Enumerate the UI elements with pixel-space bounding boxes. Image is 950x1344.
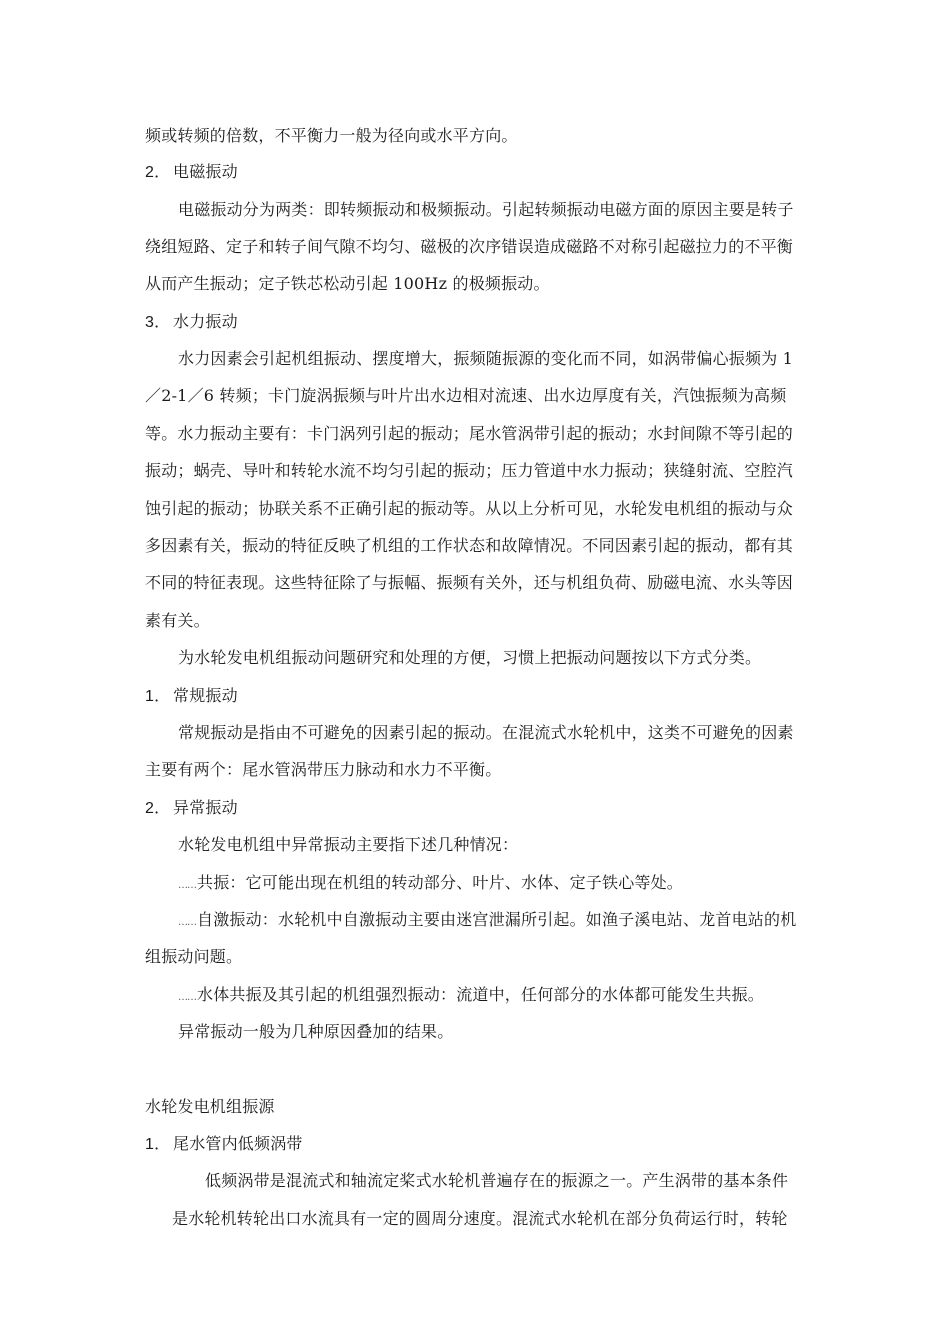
paragraph-line — [178, 648, 761, 668]
paragraph-line — [178, 200, 794, 220]
paragraph-line — [178, 835, 518, 855]
list-item — [178, 910, 796, 933]
paragraph-line — [145, 386, 786, 406]
bullet-dots: …… — [178, 917, 196, 928]
heading-text: 水力振动 — [173, 312, 238, 331]
bullet-dots: …… — [178, 992, 196, 1003]
line-text: 低频涡带是混流式和轴流定桨式水轮机普遍存在的振源之一。产生涡带的基本条件 — [205, 1171, 789, 1190]
heading-number: 1． — [145, 688, 171, 705]
heading-text: 电磁振动 — [173, 162, 238, 181]
section-heading — [145, 162, 238, 183]
bullet-dots: …… — [178, 880, 196, 891]
line-text: 常规振动是指由不可避免的因素引起的振动。在混流式水轮机中，这类不可避免的因素 — [178, 723, 794, 742]
line-text: 不同的特征表现。这些特征除了与振幅、振频有关外，还与机组负荷、励磁电流、水头等因 — [145, 573, 794, 592]
line-text: 蚀引起的振动；协联关系不正确引起的振动等。从以上分析可见，水轮发电机组的振动与众 — [145, 499, 794, 518]
line-text: 水体共振及其引起的机组强烈振动：流道中，任何部分的水体都可能发生共振。 — [197, 985, 765, 1004]
paragraph-line — [145, 237, 793, 257]
paragraph-line — [172, 1209, 788, 1229]
heading-text: 常规振动 — [173, 686, 238, 705]
line-text: 共振：它可能出现在机组的转动部分、叶片、水体、定子铁心等处。 — [197, 873, 684, 892]
paragraph-line — [145, 536, 793, 556]
line-text: 振动；蜗壳、导叶和转轮水流不均匀引起的振动；压力管道中水力振动；狭缝射流、空腔汽 — [145, 461, 794, 480]
paragraph-line — [178, 349, 793, 369]
list-item — [178, 873, 683, 896]
line-text: 绕组短路、定子和转子间气隙不均匀、磁极的次序错误造成磁路不对称引起磁拉力的不平衡 — [145, 237, 794, 256]
line-text: 频或转频的倍数，不平衡力一般为径向或水平方向。 — [145, 126, 518, 145]
paragraph-line — [145, 461, 793, 481]
heading-number: 1． — [145, 1136, 171, 1153]
section-heading — [145, 1134, 303, 1155]
paragraph-line — [145, 499, 793, 519]
paragraph-line — [145, 611, 210, 631]
line-text: 水力因素会引起机组振动、摆度增大，振频随振源的变化而不同，如涡带偏心振频为 1 — [178, 349, 794, 368]
line-text: 为水轮发电机组振动问题研究和处理的方便，习惯上把振动问题按以下方式分类。 — [178, 648, 762, 667]
paragraph-line — [145, 760, 501, 780]
line-text: ／2-1／6 转频；卡门旋涡振频与叶片出水边相对流速、出水边厚度有关，汽蚀振频为高频 — [145, 386, 787, 405]
section-heading — [145, 686, 238, 707]
heading-text: 尾水管内低频涡带 — [173, 1134, 303, 1153]
section-title — [145, 1097, 275, 1117]
section-heading — [145, 798, 238, 819]
line-text: 水轮发电机组中异常振动主要指下述几种情况： — [178, 835, 519, 854]
line-text: 异常振动一般为几种原因叠加的结果。 — [178, 1022, 454, 1041]
section-heading — [145, 312, 238, 333]
line-text: 自激振动：水轮机中自激振动主要由迷宫泄漏所引起。如渔子溪电站、龙首电站的机 — [197, 910, 797, 929]
heading-text: 异常振动 — [173, 798, 238, 817]
paragraph-line — [145, 126, 518, 146]
paragraph-line — [205, 1171, 788, 1191]
heading-number: 3． — [145, 314, 171, 331]
line-text: 从而产生振动；定子铁芯松动引起 100Hz 的极频振动。 — [145, 274, 550, 293]
line-text: 电磁振动分为两类：即转频振动和极频振动。引起转频振动电磁方面的原因主要是转子 — [178, 200, 794, 219]
paragraph-line — [145, 573, 793, 593]
paragraph-line — [145, 947, 242, 967]
heading-number: 2． — [145, 800, 171, 817]
line-text: 素有关。 — [145, 611, 210, 630]
line-text: 等。水力振动主要有：卡门涡列引起的振动；尾水管涡带引起的振动；水封间隙不等引起的 — [145, 424, 794, 443]
list-item — [178, 985, 764, 1008]
line-text: 组振动问题。 — [145, 947, 243, 966]
line-text: 主要有两个：尾水管涡带压力脉动和水力不平衡。 — [145, 760, 502, 779]
paragraph-line — [178, 723, 794, 743]
heading-number: 2． — [145, 164, 171, 181]
paragraph-line — [178, 1022, 453, 1042]
paragraph-line — [145, 424, 793, 444]
paragraph-line — [145, 274, 550, 294]
line-text: 是水轮机转轮出口水流具有一定的圆周分速度。混流式水轮机在部分负荷运行时，转轮 — [172, 1209, 788, 1228]
line-text: 多因素有关，振动的特征反映了机组的工作状态和故障情况。不同因素引起的振动，都有其 — [145, 536, 794, 555]
title-text: 水轮发电机组振源 — [145, 1097, 275, 1116]
